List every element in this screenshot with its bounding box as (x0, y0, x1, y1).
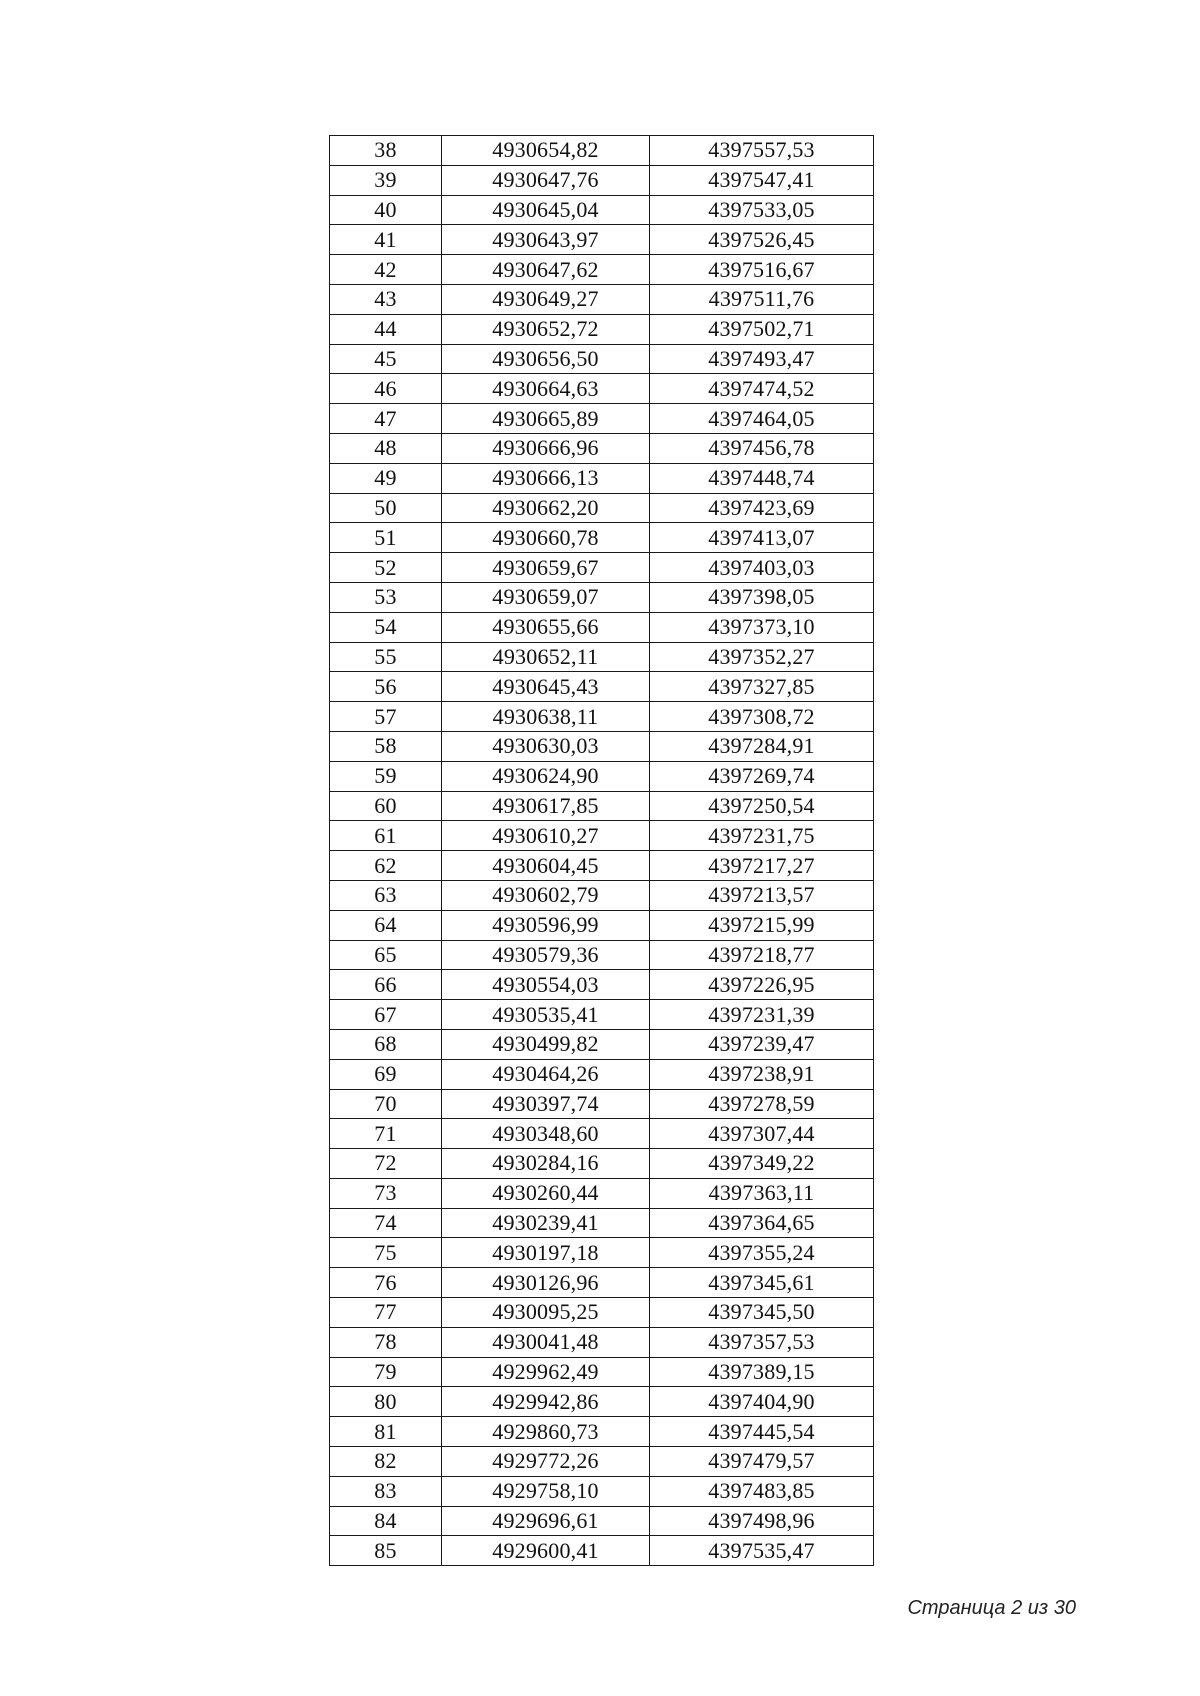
y-coordinate-cell: 4397448,74 (650, 463, 874, 493)
x-coordinate-cell: 4930664,63 (442, 374, 650, 404)
point-number-cell: 74 (330, 1208, 442, 1238)
table-row (330, 851, 874, 881)
point-number-cell: 43 (330, 284, 442, 314)
point-number-cell: 46 (330, 374, 442, 404)
table-row (330, 1447, 874, 1477)
page-total: 30 (1053, 1597, 1076, 1619)
y-coordinate-cell: 4397238,91 (650, 1059, 874, 1089)
y-coordinate-cell: 4397215,99 (650, 910, 874, 940)
y-coordinate-cell: 4397231,39 (650, 1000, 874, 1030)
x-coordinate-cell: 4930649,27 (442, 284, 650, 314)
table-row (330, 910, 874, 940)
x-coordinate-cell: 4930197,18 (442, 1238, 650, 1268)
point-number-cell: 64 (330, 910, 442, 940)
x-coordinate-cell: 4930645,43 (442, 672, 650, 702)
page-label: Страница (907, 1597, 1006, 1619)
x-coordinate-cell: 4930638,11 (442, 702, 650, 732)
table-row (330, 314, 874, 344)
point-number-cell: 42 (330, 255, 442, 285)
point-number-cell: 71 (330, 1119, 442, 1149)
table-row (330, 553, 874, 583)
x-coordinate-cell: 4930659,07 (442, 582, 650, 612)
y-coordinate-cell: 4397533,05 (650, 195, 874, 225)
table-row (330, 731, 874, 761)
table-row (330, 970, 874, 1000)
page-number: 2 (1011, 1597, 1023, 1619)
x-coordinate-cell: 4930596,99 (442, 910, 650, 940)
point-number-cell: 65 (330, 940, 442, 970)
y-coordinate-cell: 4397226,95 (650, 970, 874, 1000)
x-coordinate-cell: 4929758,10 (442, 1476, 650, 1506)
table-row (330, 1536, 874, 1566)
x-coordinate-cell: 4929962,49 (442, 1357, 650, 1387)
x-coordinate-cell: 4930284,16 (442, 1149, 650, 1179)
y-coordinate-cell: 4397403,03 (650, 553, 874, 583)
table-row (330, 702, 874, 732)
table-row (330, 1268, 874, 1298)
table-row (330, 1387, 874, 1417)
point-number-cell: 60 (330, 791, 442, 821)
y-coordinate-cell: 4397239,47 (650, 1029, 874, 1059)
y-coordinate-cell: 4397363,11 (650, 1178, 874, 1208)
x-coordinate-cell: 4930604,45 (442, 851, 650, 881)
point-number-cell: 75 (330, 1238, 442, 1268)
y-coordinate-cell: 4397349,22 (650, 1149, 874, 1179)
x-coordinate-cell: 4930095,25 (442, 1298, 650, 1328)
point-number-cell: 67 (330, 1000, 442, 1030)
point-number-cell: 81 (330, 1417, 442, 1447)
table-row (330, 1208, 874, 1238)
x-coordinate-cell: 4930645,04 (442, 195, 650, 225)
x-coordinate-cell: 4930535,41 (442, 1000, 650, 1030)
x-coordinate-cell: 4929772,26 (442, 1447, 650, 1477)
y-coordinate-cell: 4397413,07 (650, 523, 874, 553)
x-coordinate-cell: 4929600,41 (442, 1536, 650, 1566)
x-coordinate-cell: 4930666,96 (442, 433, 650, 463)
point-number-cell: 52 (330, 553, 442, 583)
table-row (330, 523, 874, 553)
point-number-cell: 38 (330, 136, 442, 166)
point-number-cell: 72 (330, 1149, 442, 1179)
table-row (330, 344, 874, 374)
x-coordinate-cell: 4930617,85 (442, 791, 650, 821)
table-row (330, 1000, 874, 1030)
y-coordinate-cell: 4397284,91 (650, 731, 874, 761)
y-coordinate-cell: 4397456,78 (650, 433, 874, 463)
page-of-label: из (1027, 1597, 1049, 1619)
x-coordinate-cell: 4930656,50 (442, 344, 650, 374)
table-row (330, 1029, 874, 1059)
x-coordinate-cell: 4930499,82 (442, 1029, 650, 1059)
x-coordinate-cell: 4930554,03 (442, 970, 650, 1000)
y-coordinate-cell: 4397364,65 (650, 1208, 874, 1238)
x-coordinate-cell: 4930666,13 (442, 463, 650, 493)
table-row (330, 493, 874, 523)
x-coordinate-cell: 4930602,79 (442, 880, 650, 910)
y-coordinate-cell: 4397345,61 (650, 1268, 874, 1298)
table-row (330, 1178, 874, 1208)
table-row (330, 761, 874, 791)
coordinates-table-body (330, 136, 874, 1566)
point-number-cell: 44 (330, 314, 442, 344)
table-row (330, 136, 874, 166)
table-row (330, 582, 874, 612)
point-number-cell: 48 (330, 433, 442, 463)
page-footer (907, 1597, 1076, 1620)
table-row (330, 1149, 874, 1179)
table-row (330, 404, 874, 434)
x-coordinate-cell: 4930660,78 (442, 523, 650, 553)
point-number-cell: 68 (330, 1029, 442, 1059)
x-coordinate-cell: 4930659,67 (442, 553, 650, 583)
coordinates-table (329, 135, 874, 1566)
table-row (330, 612, 874, 642)
table-row (330, 821, 874, 851)
x-coordinate-cell: 4930647,76 (442, 165, 650, 195)
point-number-cell: 73 (330, 1178, 442, 1208)
point-number-cell: 59 (330, 761, 442, 791)
x-coordinate-cell: 4930655,66 (442, 612, 650, 642)
table-row (330, 195, 874, 225)
x-coordinate-cell: 4930652,72 (442, 314, 650, 344)
x-coordinate-cell: 4930654,82 (442, 136, 650, 166)
y-coordinate-cell: 4397307,44 (650, 1119, 874, 1149)
x-coordinate-cell: 4929696,61 (442, 1506, 650, 1536)
point-number-cell: 58 (330, 731, 442, 761)
table-row (330, 940, 874, 970)
point-number-cell: 69 (330, 1059, 442, 1089)
point-number-cell: 63 (330, 880, 442, 910)
point-number-cell: 55 (330, 642, 442, 672)
y-coordinate-cell: 4397511,76 (650, 284, 874, 314)
table-row (330, 433, 874, 463)
point-number-cell: 41 (330, 225, 442, 255)
point-number-cell: 54 (330, 612, 442, 642)
x-coordinate-cell: 4930647,62 (442, 255, 650, 285)
point-number-cell: 79 (330, 1357, 442, 1387)
table-row (330, 1506, 874, 1536)
x-coordinate-cell: 4930643,97 (442, 225, 650, 255)
x-coordinate-cell: 4930652,11 (442, 642, 650, 672)
y-coordinate-cell: 4397389,15 (650, 1357, 874, 1387)
point-number-cell: 66 (330, 970, 442, 1000)
point-number-cell: 80 (330, 1387, 442, 1417)
x-coordinate-cell: 4930624,90 (442, 761, 650, 791)
point-number-cell: 62 (330, 851, 442, 881)
table-row (330, 1327, 874, 1357)
y-coordinate-cell: 4397493,47 (650, 344, 874, 374)
table-row (330, 1089, 874, 1119)
x-coordinate-cell: 4930665,89 (442, 404, 650, 434)
y-coordinate-cell: 4397213,57 (650, 880, 874, 910)
x-coordinate-cell: 4930610,27 (442, 821, 650, 851)
y-coordinate-cell: 4397464,05 (650, 404, 874, 434)
table-row (330, 1119, 874, 1149)
y-coordinate-cell: 4397498,96 (650, 1506, 874, 1536)
table-row (330, 374, 874, 404)
point-number-cell: 83 (330, 1476, 442, 1506)
point-number-cell: 85 (330, 1536, 442, 1566)
y-coordinate-cell: 4397474,52 (650, 374, 874, 404)
x-coordinate-cell: 4930662,20 (442, 493, 650, 523)
table-row (330, 1476, 874, 1506)
x-coordinate-cell: 4930397,74 (442, 1089, 650, 1119)
y-coordinate-cell: 4397269,74 (650, 761, 874, 791)
y-coordinate-cell: 4397217,27 (650, 851, 874, 881)
point-number-cell: 53 (330, 582, 442, 612)
y-coordinate-cell: 4397308,72 (650, 702, 874, 732)
table-row (330, 642, 874, 672)
y-coordinate-cell: 4397231,75 (650, 821, 874, 851)
x-coordinate-cell: 4930630,03 (442, 731, 650, 761)
table-row (330, 255, 874, 285)
point-number-cell: 40 (330, 195, 442, 225)
y-coordinate-cell: 4397535,47 (650, 1536, 874, 1566)
y-coordinate-cell: 4397355,24 (650, 1238, 874, 1268)
point-number-cell: 84 (330, 1506, 442, 1536)
x-coordinate-cell: 4930239,41 (442, 1208, 650, 1238)
point-number-cell: 70 (330, 1089, 442, 1119)
point-number-cell: 51 (330, 523, 442, 553)
y-coordinate-cell: 4397278,59 (650, 1089, 874, 1119)
table-row (330, 1357, 874, 1387)
table-row (330, 165, 874, 195)
x-coordinate-cell: 4930041,48 (442, 1327, 650, 1357)
table-row (330, 791, 874, 821)
point-number-cell: 50 (330, 493, 442, 523)
table-row (330, 284, 874, 314)
table-row (330, 1059, 874, 1089)
point-number-cell: 49 (330, 463, 442, 493)
x-coordinate-cell: 4930464,26 (442, 1059, 650, 1089)
point-number-cell: 78 (330, 1327, 442, 1357)
y-coordinate-cell: 4397516,67 (650, 255, 874, 285)
y-coordinate-cell: 4397526,45 (650, 225, 874, 255)
table-row (330, 1238, 874, 1268)
y-coordinate-cell: 4397483,85 (650, 1476, 874, 1506)
point-number-cell: 82 (330, 1447, 442, 1477)
y-coordinate-cell: 4397352,27 (650, 642, 874, 672)
y-coordinate-cell: 4397502,71 (650, 314, 874, 344)
y-coordinate-cell: 4397373,10 (650, 612, 874, 642)
point-number-cell: 39 (330, 165, 442, 195)
y-coordinate-cell: 4397547,41 (650, 165, 874, 195)
point-number-cell: 77 (330, 1298, 442, 1328)
x-coordinate-cell: 4930126,96 (442, 1268, 650, 1298)
y-coordinate-cell: 4397404,90 (650, 1387, 874, 1417)
y-coordinate-cell: 4397479,57 (650, 1447, 874, 1477)
x-coordinate-cell: 4930260,44 (442, 1178, 650, 1208)
point-number-cell: 56 (330, 672, 442, 702)
table-row (330, 1298, 874, 1328)
y-coordinate-cell: 4397357,53 (650, 1327, 874, 1357)
x-coordinate-cell: 4930348,60 (442, 1119, 650, 1149)
y-coordinate-cell: 4397398,05 (650, 582, 874, 612)
table-row (330, 463, 874, 493)
table-row (330, 672, 874, 702)
y-coordinate-cell: 4397557,53 (650, 136, 874, 166)
x-coordinate-cell: 4929942,86 (442, 1387, 650, 1417)
point-number-cell: 57 (330, 702, 442, 732)
x-coordinate-cell: 4930579,36 (442, 940, 650, 970)
y-coordinate-cell: 4397327,85 (650, 672, 874, 702)
point-number-cell: 61 (330, 821, 442, 851)
table-row (330, 1417, 874, 1447)
y-coordinate-cell: 4397345,50 (650, 1298, 874, 1328)
table-row (330, 880, 874, 910)
point-number-cell: 76 (330, 1268, 442, 1298)
y-coordinate-cell: 4397218,77 (650, 940, 874, 970)
point-number-cell: 47 (330, 404, 442, 434)
table-row (330, 225, 874, 255)
x-coordinate-cell: 4929860,73 (442, 1417, 650, 1447)
y-coordinate-cell: 4397445,54 (650, 1417, 874, 1447)
point-number-cell: 45 (330, 344, 442, 374)
y-coordinate-cell: 4397250,54 (650, 791, 874, 821)
y-coordinate-cell: 4397423,69 (650, 493, 874, 523)
